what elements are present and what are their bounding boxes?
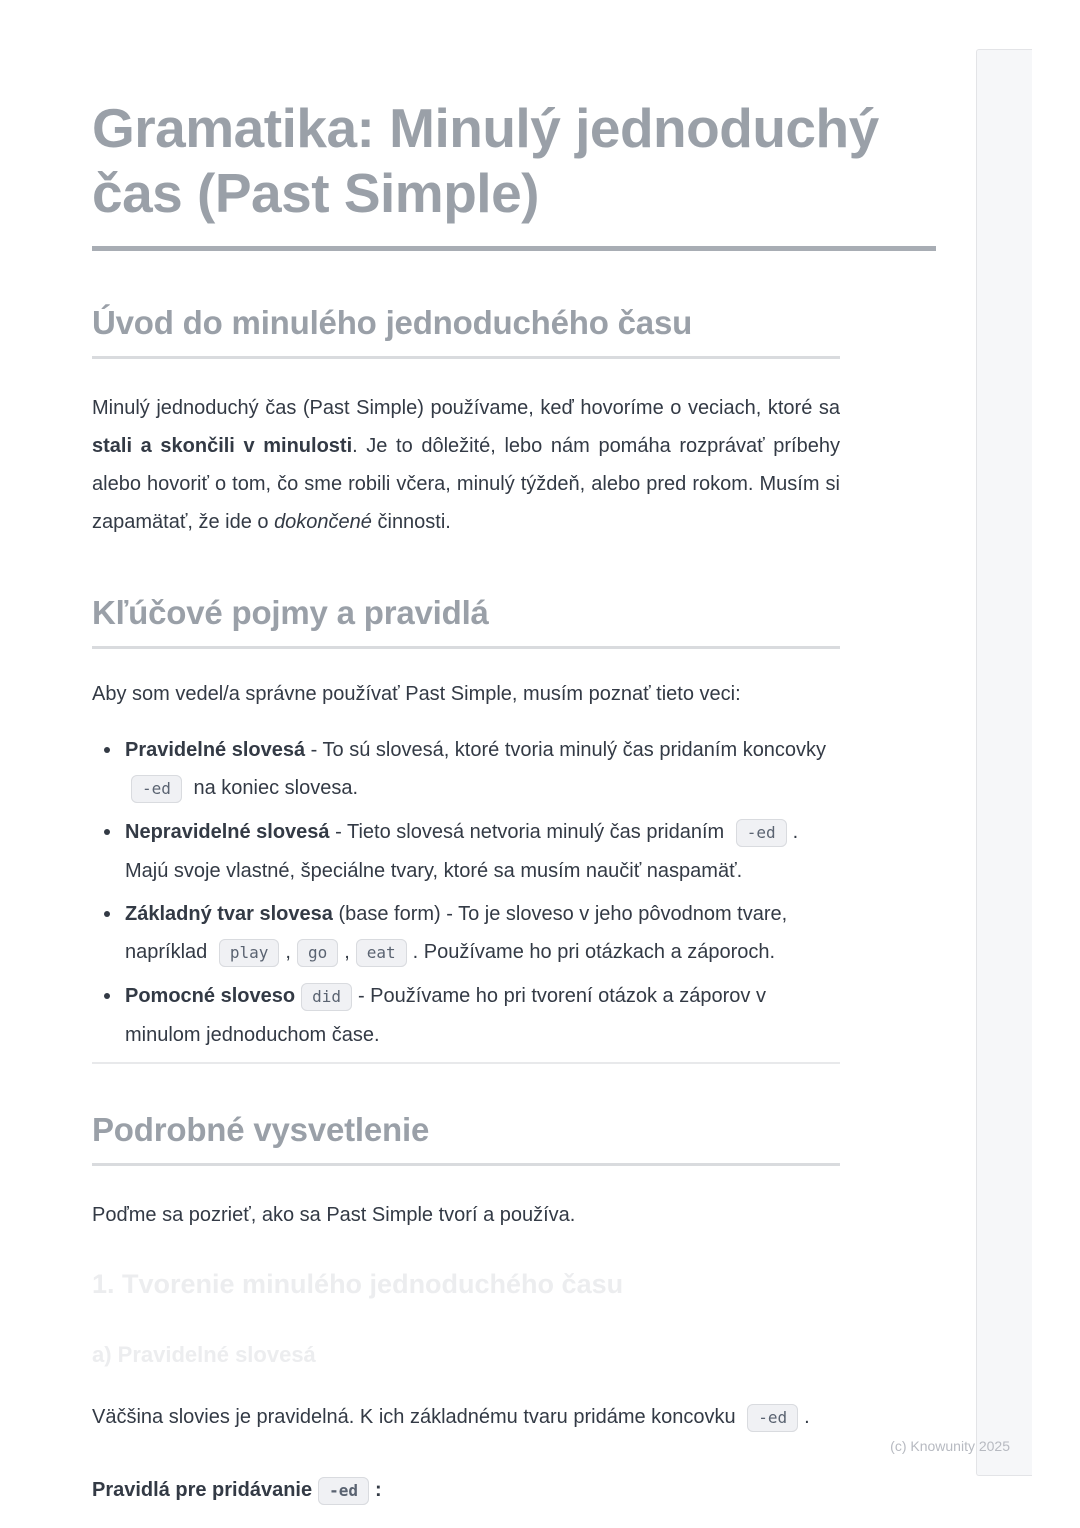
section-rule <box>92 356 840 359</box>
locked-subsection-heading: 1. Tvorenie minulého jednoduchého času <box>92 1269 624 1299</box>
detail-lead: Poďme sa pozrieť, ako sa Past Simple tvorí a používa. <box>92 1204 576 1226</box>
regular-verbs-paragraph: Väčšina slovies je pravidelná. K ich základnému tvaru pridáme koncovku -ed . <box>92 1398 840 1437</box>
inline-code-chip: -ed <box>131 775 182 803</box>
inline-code-chip: -ed <box>736 819 787 847</box>
rules-label: Pravidlá pre pridávanie -ed : <box>92 1471 840 1510</box>
concepts-lead: Aby som vedel/a správne používať Past Simple, musím poznať tieto veci: <box>92 683 741 705</box>
adjacent-page-edge <box>976 49 1032 1476</box>
inline-code-chip: play <box>219 939 280 967</box>
intro-paragraph: Minulý jednoduchý čas (Past Simple) používame, keď hovoríme o veciach, ktoré sa stali a skončili v minulosti. Je to dôležité, lebo nám pomáha rozprávať príbehy alebo hovoriť o tom, čo sme robili včera, minulý týždeň, alebo pred rokom. Musím si zapamätať, že ide o dokončené činnosti. <box>92 397 840 533</box>
inline-code-chip: -ed <box>747 1404 798 1432</box>
key-concepts-list <box>92 731 840 1054</box>
inline-code-chip: did <box>301 983 352 1011</box>
list-item: Nepravidelné slovesá - Tieto slovesá netvoria minulý čas pridaním -ed . Majú svoje vlastné, špeciálne tvary, ktoré sa musím naučiť naspamäť. <box>92 813 840 890</box>
document-title: Gramatika: Minulý jednoduchý čas (Past Simple) <box>92 97 879 224</box>
section-rule <box>92 1163 840 1166</box>
locked-subsection-subheading: a) Pravidelné slovesá <box>92 1342 316 1367</box>
copyright-watermark: (c) Knowunity 2025 <box>890 1438 1010 1454</box>
section-divider <box>92 1062 840 1064</box>
list-item: Základný tvar slovesa (base form) - To je sloveso v jeho pôvodnom tvare, napríklad play , go , eat . Používame ho pri otázkach a záporoch. <box>92 895 840 972</box>
inline-code-chip: go <box>297 939 338 967</box>
document-page <box>92 0 879 1510</box>
list-item: Pravidelné slovesá - To sú slovesá, ktoré tvoria minulý čas pridaním koncovky -ed na koniec slovesa. <box>92 731 840 808</box>
section-heading-intro: Úvod do minulého jednoduchého času <box>92 304 693 341</box>
section-heading-concepts: Kľúčové pojmy a pravidlá <box>92 594 489 631</box>
section-rule <box>92 646 840 649</box>
inline-code-chip: -ed <box>318 1477 369 1505</box>
section-heading-detail: Podrobné vysvetlenie <box>92 1111 430 1148</box>
list-item: Pomocné sloveso did - Používame ho pri tvorení otázok a záporov v minulom jednoduchom čase. <box>92 977 840 1054</box>
inline-code-chip: eat <box>356 939 407 967</box>
title-rule <box>92 246 936 251</box>
